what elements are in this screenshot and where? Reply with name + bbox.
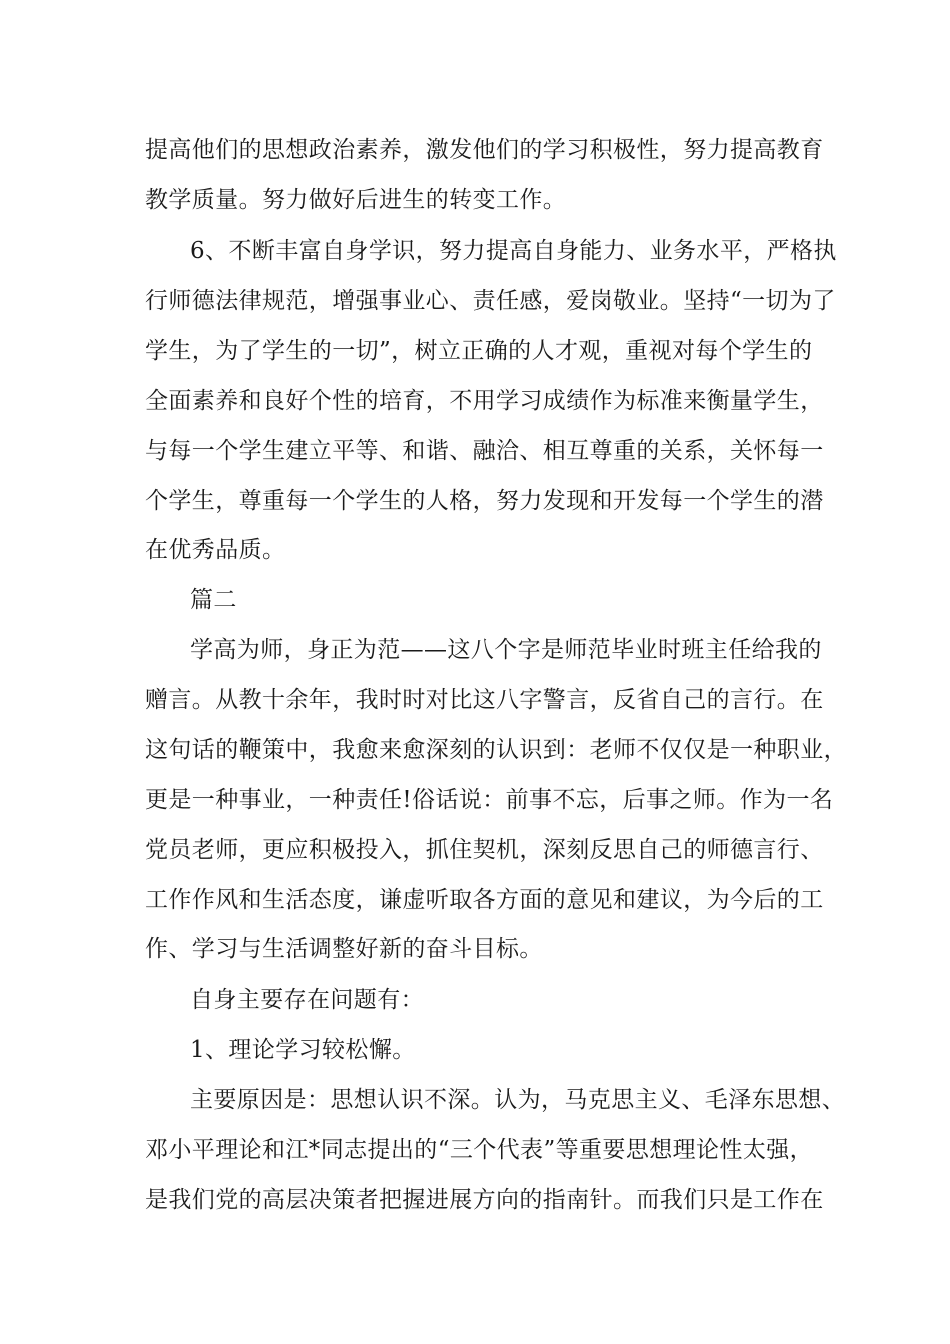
text-line: 更是一种事业，一种责任!俗话说：前事不忘，后事之师。作为一名 bbox=[145, 787, 834, 813]
text-line: 教学质量。努力做好后进生的转变工作。 bbox=[145, 187, 567, 213]
text-line: 1、理论学习较松懈。 bbox=[190, 1037, 416, 1063]
text-line: 自身主要存在问题有： bbox=[190, 987, 424, 1013]
section-heading: 篇二 bbox=[190, 587, 237, 613]
text-line: 在优秀品质。 bbox=[145, 537, 286, 563]
text-line: 党员老师，更应积极投入，抓住契机，深刻反思自己的师德言行、 bbox=[145, 837, 824, 863]
text-line: 是我们党的高层决策者把握进展方向的指南针。而我们只是工作在 bbox=[145, 1187, 824, 1213]
text-line: 邓小平理论和江*同志提出的“三个代表”等重要思想理论性太强， bbox=[145, 1137, 814, 1163]
text-line: 个学生，尊重每一个学生的人格，努力发现和开发每一个学生的潜 bbox=[145, 488, 824, 514]
text-line: 6、不断丰富自身学识，努力提高自身能力、业务水平，严格执 bbox=[190, 238, 837, 264]
text-line: 学生，为了学生的一切”，树立正确的人才观，重视对每个学生的 bbox=[145, 338, 813, 364]
text-line: 作、学习与生活调整好新的奋斗目标。 bbox=[145, 936, 543, 962]
text-line: 赠言。从教十余年，我时时对比这八字警言，反省自己的言行。在 bbox=[145, 687, 824, 713]
text-line: 与每一个学生建立平等、和谐、融洽、相互尊重的关系，关怀每一 bbox=[145, 438, 824, 464]
text-line: 主要原因是：思想认识不深。认为，马克思主义、毛泽东思想、 bbox=[190, 1087, 846, 1113]
text-line: 全面素养和良好个性的培育，不用学习成绩作为标准来衡量学生， bbox=[145, 388, 824, 414]
text-line: 行师德法律规范，增强事业心、责任感，爱岗敬业。坚持“一切为了 bbox=[145, 288, 836, 314]
text-line: 这句话的鞭策中，我愈来愈深刻的认识到：老师不仅仅是一种职业， bbox=[145, 737, 847, 763]
text-line: 学高为师，身正为范——这八个字是师范毕业时班主任给我的 bbox=[190, 637, 822, 663]
text-line: 提高他们的思想政治素养，激发他们的学习积极性，努力提高教育 bbox=[145, 137, 824, 163]
text-line: 工作作风和生活态度，谦虚听取各方面的意见和建议，为今后的工 bbox=[145, 887, 824, 913]
